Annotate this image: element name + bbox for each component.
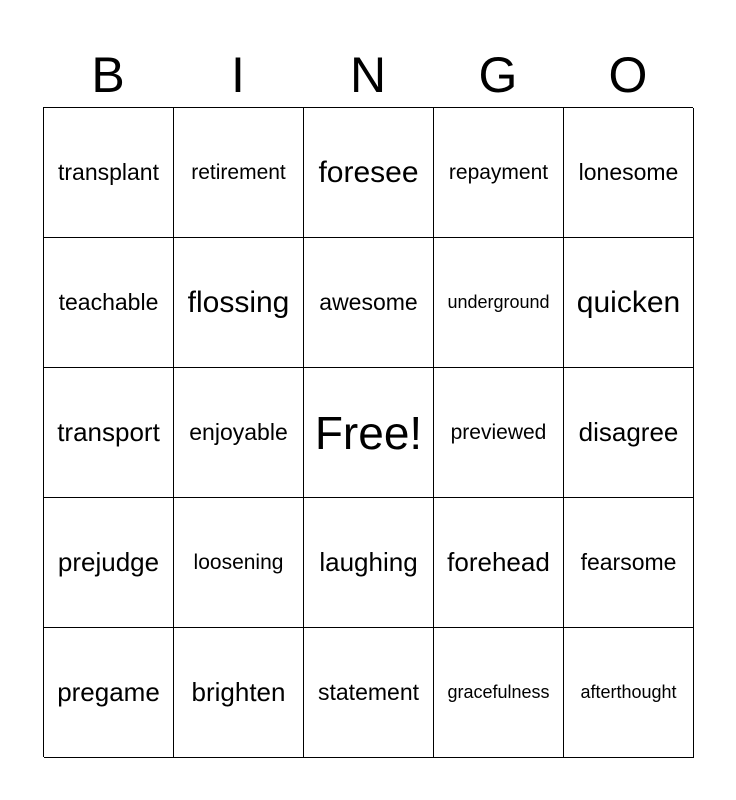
bingo-cell[interactable]: teachable bbox=[44, 238, 174, 368]
bingo-cell[interactable]: disagree bbox=[564, 368, 694, 498]
header-letter-o: O bbox=[608, 47, 648, 103]
header-letter-i: I bbox=[231, 47, 245, 103]
bingo-card-grid bbox=[43, 107, 693, 757]
bingo-cell[interactable]: laughing bbox=[304, 498, 434, 628]
bingo-cell[interactable]: forehead bbox=[434, 498, 564, 628]
header-letter-b: B bbox=[91, 47, 125, 103]
free-space-cell[interactable]: Free! bbox=[304, 368, 434, 498]
bingo-cell[interactable]: brighten bbox=[174, 628, 304, 758]
bingo-cell[interactable]: gracefulness bbox=[434, 628, 564, 758]
bingo-cell[interactable]: repayment bbox=[434, 108, 564, 238]
bingo-cell[interactable]: afterthought bbox=[564, 628, 694, 758]
bingo-header bbox=[43, 44, 693, 106]
bingo-cell[interactable]: transport bbox=[44, 368, 174, 498]
header-letter-n: N bbox=[349, 47, 387, 103]
bingo-cell[interactable]: underground bbox=[434, 238, 564, 368]
bingo-cell[interactable]: pregame bbox=[44, 628, 174, 758]
bingo-cell[interactable]: previewed bbox=[434, 368, 564, 498]
bingo-cell[interactable]: awesome bbox=[304, 238, 434, 368]
bingo-cell[interactable]: quicken bbox=[564, 238, 694, 368]
bingo-cell[interactable]: loosening bbox=[174, 498, 304, 628]
bingo-cell[interactable]: lonesome bbox=[564, 108, 694, 238]
header-letter-g: G bbox=[478, 47, 518, 103]
bingo-cell[interactable]: statement bbox=[304, 628, 434, 758]
bingo-cell[interactable]: foresee bbox=[304, 108, 434, 238]
bingo-cell[interactable]: retirement bbox=[174, 108, 304, 238]
bingo-cell[interactable]: fearsome bbox=[564, 498, 694, 628]
bingo-cell[interactable]: enjoyable bbox=[174, 368, 304, 498]
bingo-cell[interactable]: prejudge bbox=[44, 498, 174, 628]
bingo-cell[interactable]: flossing bbox=[174, 238, 304, 368]
bingo-cell[interactable]: transplant bbox=[44, 108, 174, 238]
